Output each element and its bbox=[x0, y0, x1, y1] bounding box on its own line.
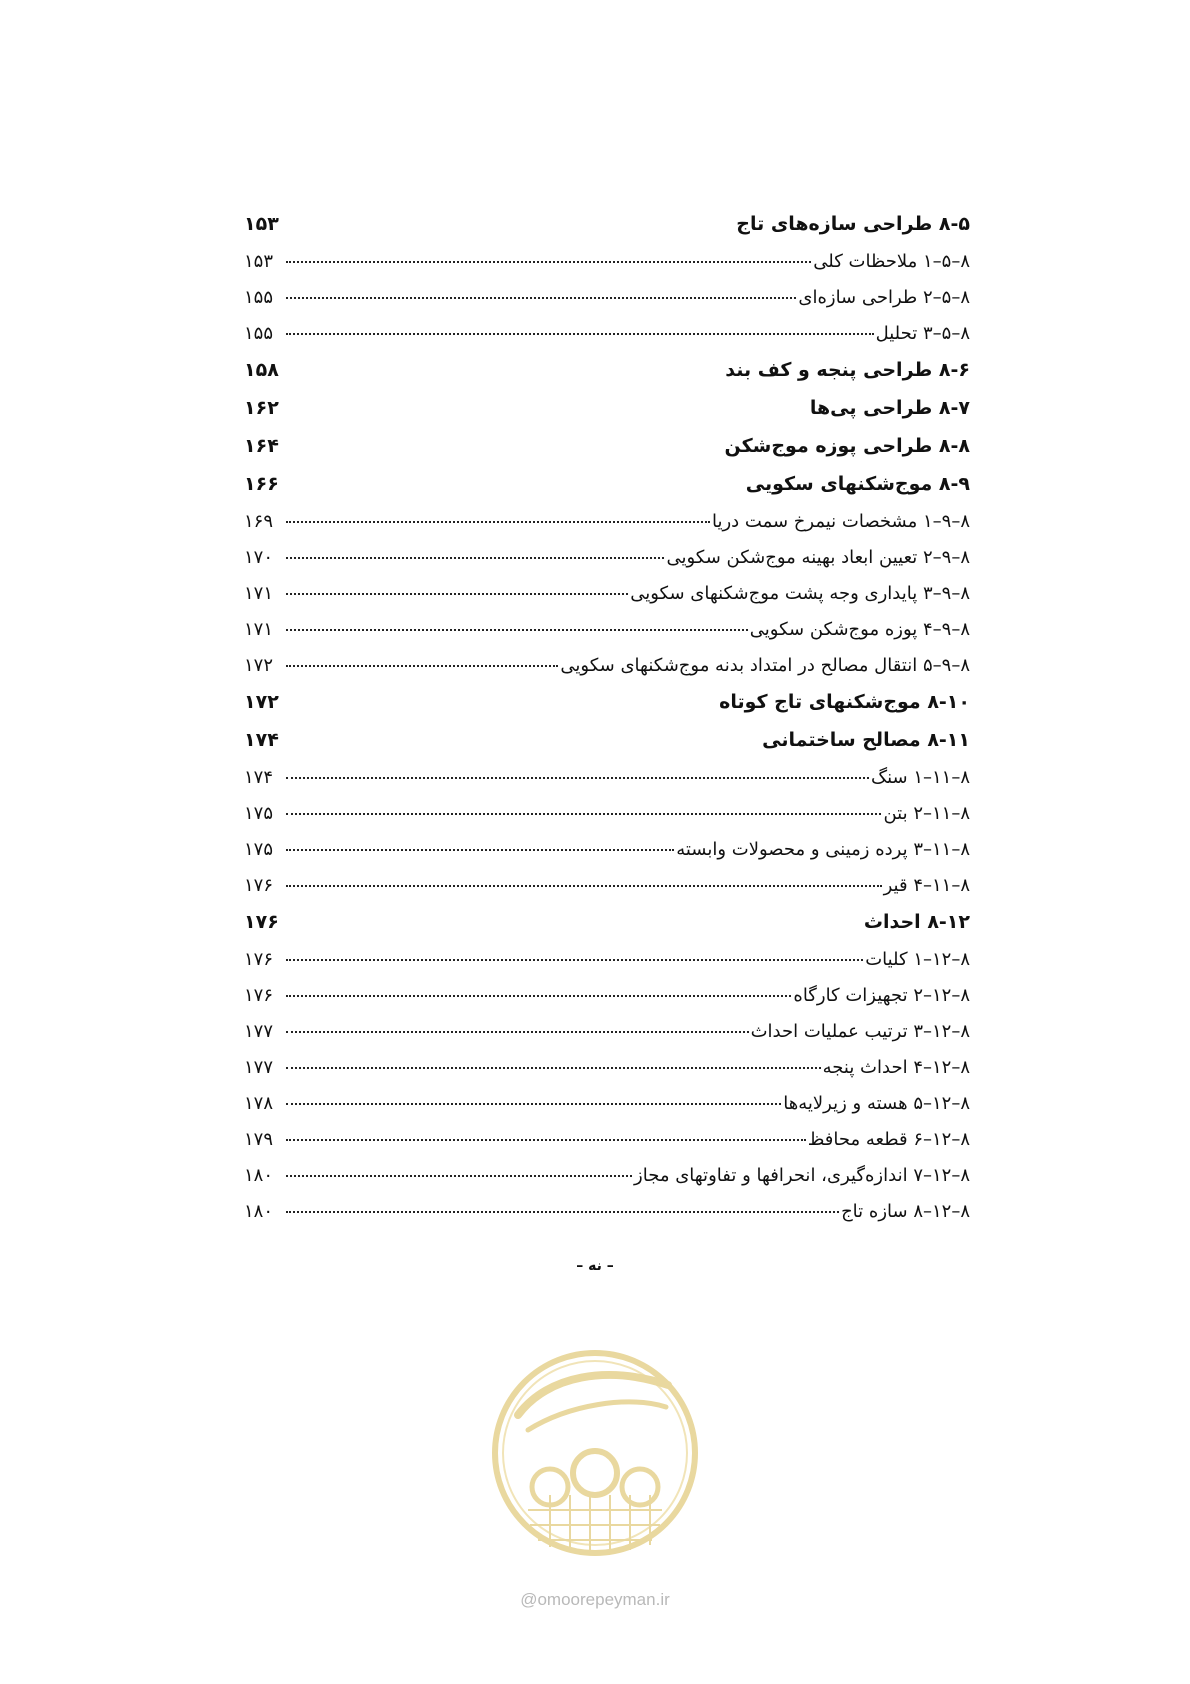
toc-subsection-entry[interactable] bbox=[244, 323, 970, 359]
toc-entry-page-number: ۱۷۶ bbox=[244, 985, 274, 1006]
toc-subsection-entry[interactable] bbox=[244, 949, 970, 985]
toc-entry-page-number: ۱۸۰ bbox=[244, 1201, 274, 1222]
toc-entry-page-number: ۱۷۹ bbox=[244, 1129, 274, 1150]
toc-entry-title: ۸–۱۲–۷ اندازه‌گیری، انحرافها و تفاوتهای مجاز bbox=[634, 1165, 970, 1186]
toc-entry-title: ۸–۵–۲ طراحی سازه‌ای bbox=[798, 287, 970, 308]
dot-leader bbox=[286, 1175, 632, 1177]
toc-entry-title: ۸–۱۲–۳ ترتیب عملیات احداث bbox=[750, 1021, 970, 1042]
toc-subsection-entry[interactable] bbox=[244, 985, 970, 1021]
toc-entry-page-number: ۱۸۰ bbox=[244, 1165, 274, 1186]
toc-entry-title: ۸–۹–۲ تعیین ابعاد بهینه موج‌شکن سکویی bbox=[666, 547, 970, 568]
toc-entry-page-number: ۱۷۷ bbox=[244, 1021, 274, 1042]
toc-entry-page-number: ۱۷۲ bbox=[244, 655, 274, 676]
dot-leader bbox=[286, 995, 791, 997]
toc-entry-title: ۸–۱۲–۵ هسته و زیرلایه‌ها bbox=[783, 1093, 970, 1114]
toc-subsection-entry[interactable] bbox=[244, 619, 970, 655]
toc-entry-page-number: ۱۷۵ bbox=[244, 839, 274, 860]
toc-entry-title: ۸-۵ طراحی سازه‌های تاج bbox=[736, 213, 970, 235]
dot-leader bbox=[286, 849, 674, 851]
toc-entry-page-number: ۱۵۸ bbox=[244, 359, 279, 381]
toc-subsection-entry[interactable] bbox=[244, 1165, 970, 1201]
table-of-contents bbox=[244, 213, 970, 1237]
toc-entry-page-number: ۱۶۶ bbox=[244, 473, 279, 495]
dot-leader bbox=[286, 557, 664, 559]
dot-leader bbox=[286, 665, 558, 667]
toc-section-entry[interactable] bbox=[244, 691, 970, 729]
toc-entry-page-number: ۱۷۶ bbox=[244, 911, 279, 933]
toc-subsection-entry[interactable] bbox=[244, 1129, 970, 1165]
toc-entry-title: ۸–۵–۱ ملاحظات کلی bbox=[813, 251, 970, 272]
toc-entry-title: ۸–۹–۴ پوزه موج‌شکن سکویی bbox=[749, 619, 970, 640]
toc-entry-title: ۸-۷ طراحی پی‌ها bbox=[809, 397, 970, 419]
toc-entry-title: ۸–۱۱–۴ قیر bbox=[883, 875, 970, 896]
toc-subsection-entry[interactable] bbox=[244, 875, 970, 911]
toc-entry-page-number: ۱۵۳ bbox=[244, 213, 279, 235]
toc-entry-title: ۸-۹ موج‌شکنهای سکویی bbox=[745, 473, 970, 495]
toc-entry-title: ۸–۹–۳ پایداری وجه پشت موج‌شکنهای سکویی bbox=[630, 583, 970, 604]
toc-entry-title: ۸–۱۱–۲ بتن bbox=[883, 803, 970, 824]
toc-subsection-entry[interactable] bbox=[244, 251, 970, 287]
dot-leader bbox=[286, 1067, 821, 1069]
toc-subsection-entry[interactable] bbox=[244, 1093, 970, 1129]
dot-leader bbox=[286, 813, 881, 815]
dot-leader bbox=[286, 1031, 749, 1033]
toc-entry-page-number: ۱۷۶ bbox=[244, 949, 274, 970]
toc-entry-title: ۸-۱۱ مصالح ساختمانی bbox=[762, 729, 970, 751]
dot-leader bbox=[286, 593, 628, 595]
toc-subsection-entry[interactable] bbox=[244, 511, 970, 547]
toc-subsection-entry[interactable] bbox=[244, 803, 970, 839]
toc-entry-page-number: ۱۷۱ bbox=[244, 619, 274, 640]
watermark-url: @omoorepeyman.ir bbox=[520, 1590, 670, 1609]
page-number: – نه – bbox=[576, 1258, 614, 1274]
toc-entry-page-number: ۱۷۴ bbox=[244, 767, 274, 788]
toc-entry-page-number: ۱۷۵ bbox=[244, 803, 274, 824]
toc-entry-title: ۸-۱۲ احداث bbox=[863, 911, 970, 933]
toc-entry-page-number: ۱۶۲ bbox=[244, 397, 279, 419]
watermark-logo bbox=[488, 1335, 702, 1575]
dot-leader bbox=[286, 1211, 839, 1213]
toc-subsection-entry[interactable] bbox=[244, 1057, 970, 1093]
toc-subsection-entry[interactable] bbox=[244, 287, 970, 323]
toc-section-entry[interactable] bbox=[244, 397, 970, 435]
dot-leader bbox=[286, 521, 710, 523]
toc-section-entry[interactable] bbox=[244, 213, 970, 251]
toc-entry-title: ۸-۶ طراحی پنجه و کف بند bbox=[725, 359, 970, 381]
toc-entry-title: ۸-۸ طراحی پوزه موج‌شکن bbox=[724, 435, 970, 457]
dot-leader bbox=[286, 959, 863, 961]
toc-entry-title: ۸–۱۲–۲ تجهیزات کارگاه bbox=[793, 985, 970, 1006]
toc-entry-title: ۸-۱۰ موج‌شکنهای تاج کوتاه bbox=[719, 691, 970, 713]
dot-leader bbox=[286, 333, 874, 335]
toc-entry-page-number: ۱۶۹ bbox=[244, 511, 274, 532]
toc-entry-page-number: ۱۷۱ bbox=[244, 583, 274, 604]
toc-entry-title: ۸–۱۲–۱ کلیات bbox=[865, 949, 970, 970]
toc-section-entry[interactable] bbox=[244, 435, 970, 473]
dot-leader bbox=[286, 777, 869, 779]
toc-entry-page-number: ۱۵۵ bbox=[244, 287, 274, 308]
toc-subsection-entry[interactable] bbox=[244, 583, 970, 619]
dot-leader bbox=[286, 629, 748, 631]
toc-entry-title: ۸–۱۱–۱ سنگ bbox=[870, 767, 970, 788]
toc-entry-page-number: ۱۷۲ bbox=[244, 691, 279, 713]
toc-section-entry[interactable] bbox=[244, 473, 970, 511]
toc-entry-page-number: ۱۵۵ bbox=[244, 323, 274, 344]
toc-entry-title: ۸–۱۲–۴ احداث پنجه bbox=[822, 1057, 970, 1078]
toc-entry-title: ۸–۹–۱ مشخصات نیمرخ سمت دریا bbox=[711, 511, 970, 532]
toc-subsection-entry[interactable] bbox=[244, 655, 970, 691]
dot-leader bbox=[286, 885, 882, 887]
toc-entry-page-number: ۱۵۳ bbox=[244, 251, 274, 272]
toc-subsection-entry[interactable] bbox=[244, 547, 970, 583]
dot-leader bbox=[286, 1139, 806, 1141]
toc-entry-page-number: ۱۶۴ bbox=[244, 435, 279, 457]
toc-section-entry[interactable] bbox=[244, 729, 970, 767]
toc-subsection-entry[interactable] bbox=[244, 767, 970, 803]
dot-leader bbox=[286, 1103, 781, 1105]
toc-entry-page-number: ۱۷۰ bbox=[244, 547, 274, 568]
toc-subsection-entry[interactable] bbox=[244, 1201, 970, 1237]
toc-section-entry[interactable] bbox=[244, 911, 970, 949]
toc-subsection-entry[interactable] bbox=[244, 839, 970, 875]
toc-subsection-entry[interactable] bbox=[244, 1021, 970, 1057]
toc-entry-title: ۸–۹–۵ انتقال مصالح در امتداد بدنه موج‌شکنهای سکویی bbox=[560, 655, 970, 676]
dot-leader bbox=[286, 261, 811, 263]
dot-leader bbox=[286, 297, 796, 299]
toc-entry-page-number: ۱۷۸ bbox=[244, 1093, 274, 1114]
toc-entry-page-number: ۱۷۶ bbox=[244, 875, 274, 896]
toc-entry-page-number: ۱۷۷ bbox=[244, 1057, 274, 1078]
toc-section-entry[interactable] bbox=[244, 359, 970, 397]
toc-entry-title: ۸–۱۱–۳ پرده زمینی و محصولات وابسته bbox=[676, 839, 970, 860]
toc-entry-title: ۸–۵–۳ تحلیل bbox=[875, 323, 970, 344]
toc-entry-title: ۸–۱۲–۶ قطعه محافظ bbox=[807, 1129, 970, 1150]
toc-entry-title: ۸–۱۲–۸ سازه تاج bbox=[841, 1201, 970, 1222]
toc-entry-page-number: ۱۷۴ bbox=[244, 729, 279, 751]
